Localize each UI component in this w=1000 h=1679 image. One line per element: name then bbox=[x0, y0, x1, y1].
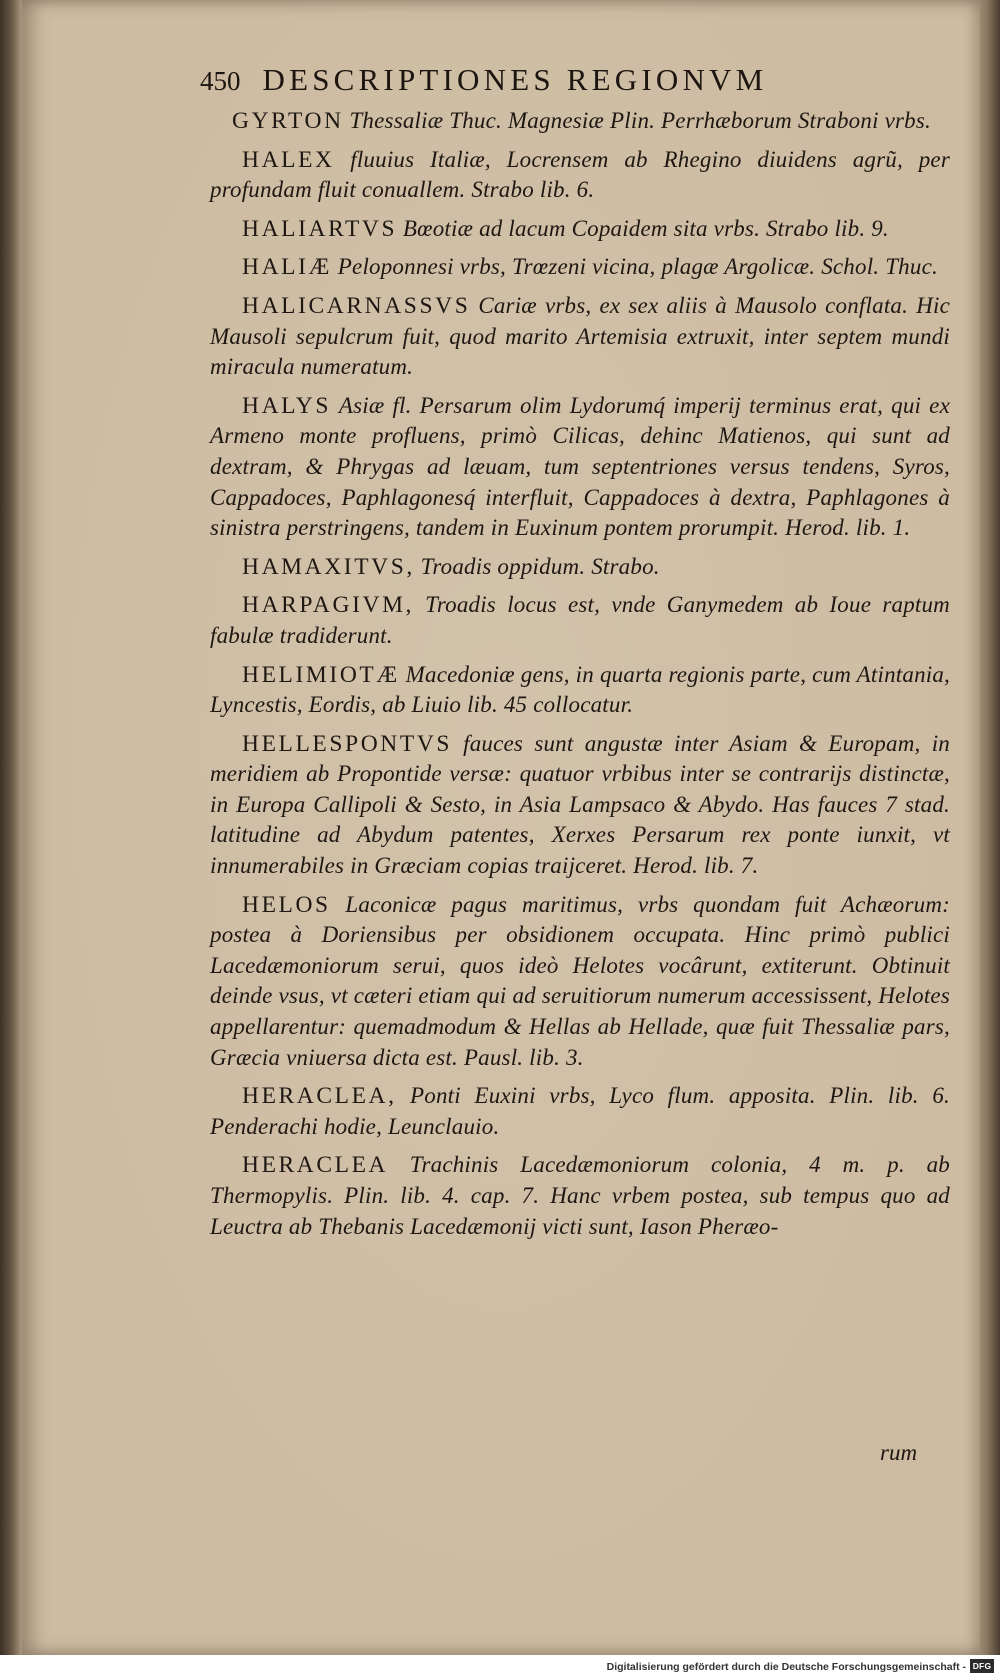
entry-haliartus bbox=[210, 214, 950, 245]
entry-headword: HALICARNASSVS bbox=[242, 292, 471, 319]
funding-credit: Digitalisierung gefördert durch die Deutsche Forschungsgemeinschaft - bbox=[606, 1661, 966, 1673]
entry-text: Troadis oppidum. Strabo. bbox=[420, 553, 660, 579]
entry-heraclea-trachinis bbox=[210, 1150, 950, 1242]
page-header bbox=[200, 62, 900, 108]
entry-text: Thessaliæ Thuc. Magnesiæ Plin. Perrhæborum Straboni vrbs. bbox=[349, 108, 931, 133]
entry-text: Ponti Euxini vrbs, Lyco flum. apposita. Plin. lib. 6. Penderachi hodie, Leunclauio. bbox=[210, 1083, 951, 1139]
entry-heraclea-ponti bbox=[210, 1081, 950, 1142]
entry-text: Peloponnesi vrbs, Trœzeni vicina, plagæ Argolicæ. Schol. Thuc. bbox=[337, 254, 938, 280]
dfg-logo-icon: DFG bbox=[970, 1659, 994, 1673]
entry-headword: HELLESPONTVS bbox=[242, 730, 453, 757]
entry-text: Asiæ fl. Persarum olim Lydorumq́ imperij terminus erat, qui ex Armeno monte profluens, primò Cilicas, dehinc Matienos, qui sunt ad dextram, & Phrygas ad læuam, tum septentriones versus tendens, Syros, Cappadoces, Paphlagonesq́ interfluit, Cappadoces à dextra, Paphlagones à sinistra perstringens, tandem in Euxinum pontem prorumpit. Herod. lib. 1. bbox=[210, 392, 951, 541]
entry-halex bbox=[210, 145, 950, 206]
entry-haliae bbox=[210, 252, 950, 283]
entry-harpagium bbox=[210, 590, 950, 651]
entry-headword: HALIARTVS bbox=[242, 215, 398, 242]
entries-list bbox=[210, 106, 950, 1250]
entry-headword: HELIMIOTÆ bbox=[242, 661, 400, 688]
entry-headword: HALYS bbox=[242, 392, 331, 419]
entry-hellespontus bbox=[210, 729, 950, 882]
catchword: rum bbox=[880, 1440, 918, 1465]
entry-helimiotae bbox=[210, 660, 950, 721]
entry-text: fluuius Italiæ, Locrensem ab Rhegino diuidens agrũ, per profundam fluit conuallem. Strabo lib. 6. bbox=[210, 146, 950, 203]
entry-halys bbox=[210, 391, 950, 544]
entry-headword: HAMAXITVS, bbox=[242, 553, 415, 580]
entry-helos bbox=[210, 890, 950, 1074]
entry-text: Laconicæ pagus maritimus, vrbs quondam fuit Achæorum: postea à Doriensibus per obsidionem occupata. Hinc primò publici Lacedæmoniorum serui, quos ideò Helotes vocârunt, extiterunt. Obtinuit deinde vsus, vt cæteri etiam qui ad seruitiorum numerum accessissent, Helotes appellarentur: quemadmodum & Hellas ab Hellade, quæ fuit Thessaliæ pars, Græcia vniuersa dicta est. Pausl. lib. 3. bbox=[210, 891, 951, 1070]
entry-gyrton bbox=[210, 106, 950, 137]
page-number: 450 bbox=[200, 66, 241, 96]
entry-headword: HALEX bbox=[242, 146, 335, 173]
entry-headword: HARPAGIVM, bbox=[242, 592, 415, 619]
entry-halicarnassus bbox=[210, 291, 950, 383]
entry-headword: HELOS bbox=[242, 891, 331, 918]
entry-text: Bœotiæ ad lacum Copaidem sita vrbs. Strabo lib. 9. bbox=[402, 215, 889, 241]
entry-hamaxitus bbox=[210, 552, 950, 583]
entry-headword: GYRTON bbox=[232, 108, 344, 134]
entry-text: Cariæ vrbs, ex sex aliis à Mausolo conflata. Hic Mausoli sepulcrum fuit, quod marito Artemisia extruxit, inter septem mundi miracula numeratum. bbox=[210, 292, 950, 380]
entry-text: Troadis locus est, vnde Ganymedem ab Ioue raptum fabulæ tradiderunt. bbox=[210, 592, 950, 648]
entry-text: Macedoniæ gens, in quarta regionis parte, cum Atintania, Lyncestis, Eordis, ab Liuio lib. 45 collocatur. bbox=[210, 661, 951, 718]
entry-text: Trachinis Lacedæmoniorum colonia, 4 m. p. ab Thermopylis. Plin. lib. 4. cap. 7. Hanc vrbem postea, sub tempus quo ad Leuctra ab Thebanis Lacedæmonij victi sunt, Iason Pheræo- bbox=[210, 1152, 951, 1239]
entry-headword: HALIÆ bbox=[242, 254, 333, 281]
entry-text: fauces sunt angustæ inter Asiam & Europam, in meridiem ab Propontide versæ: quatuor vrbibus inter se contrarijs distinctæ, in Europa Callipoli & Sesto, in Asia Lampsaco & Abydo. Has fauces 7 stad. latitudine ad Abydum patentes, Xerxes Persarum rex ponte iunxit, vt innumerabiles in Græciam copias traijceret. Herod. lib. 7. bbox=[210, 730, 951, 879]
entry-headword: HERACLEA, bbox=[242, 1083, 397, 1110]
running-head: DESCRIPTIONES REGIONVM bbox=[262, 62, 768, 97]
entry-headword: HERACLEA bbox=[242, 1152, 389, 1179]
